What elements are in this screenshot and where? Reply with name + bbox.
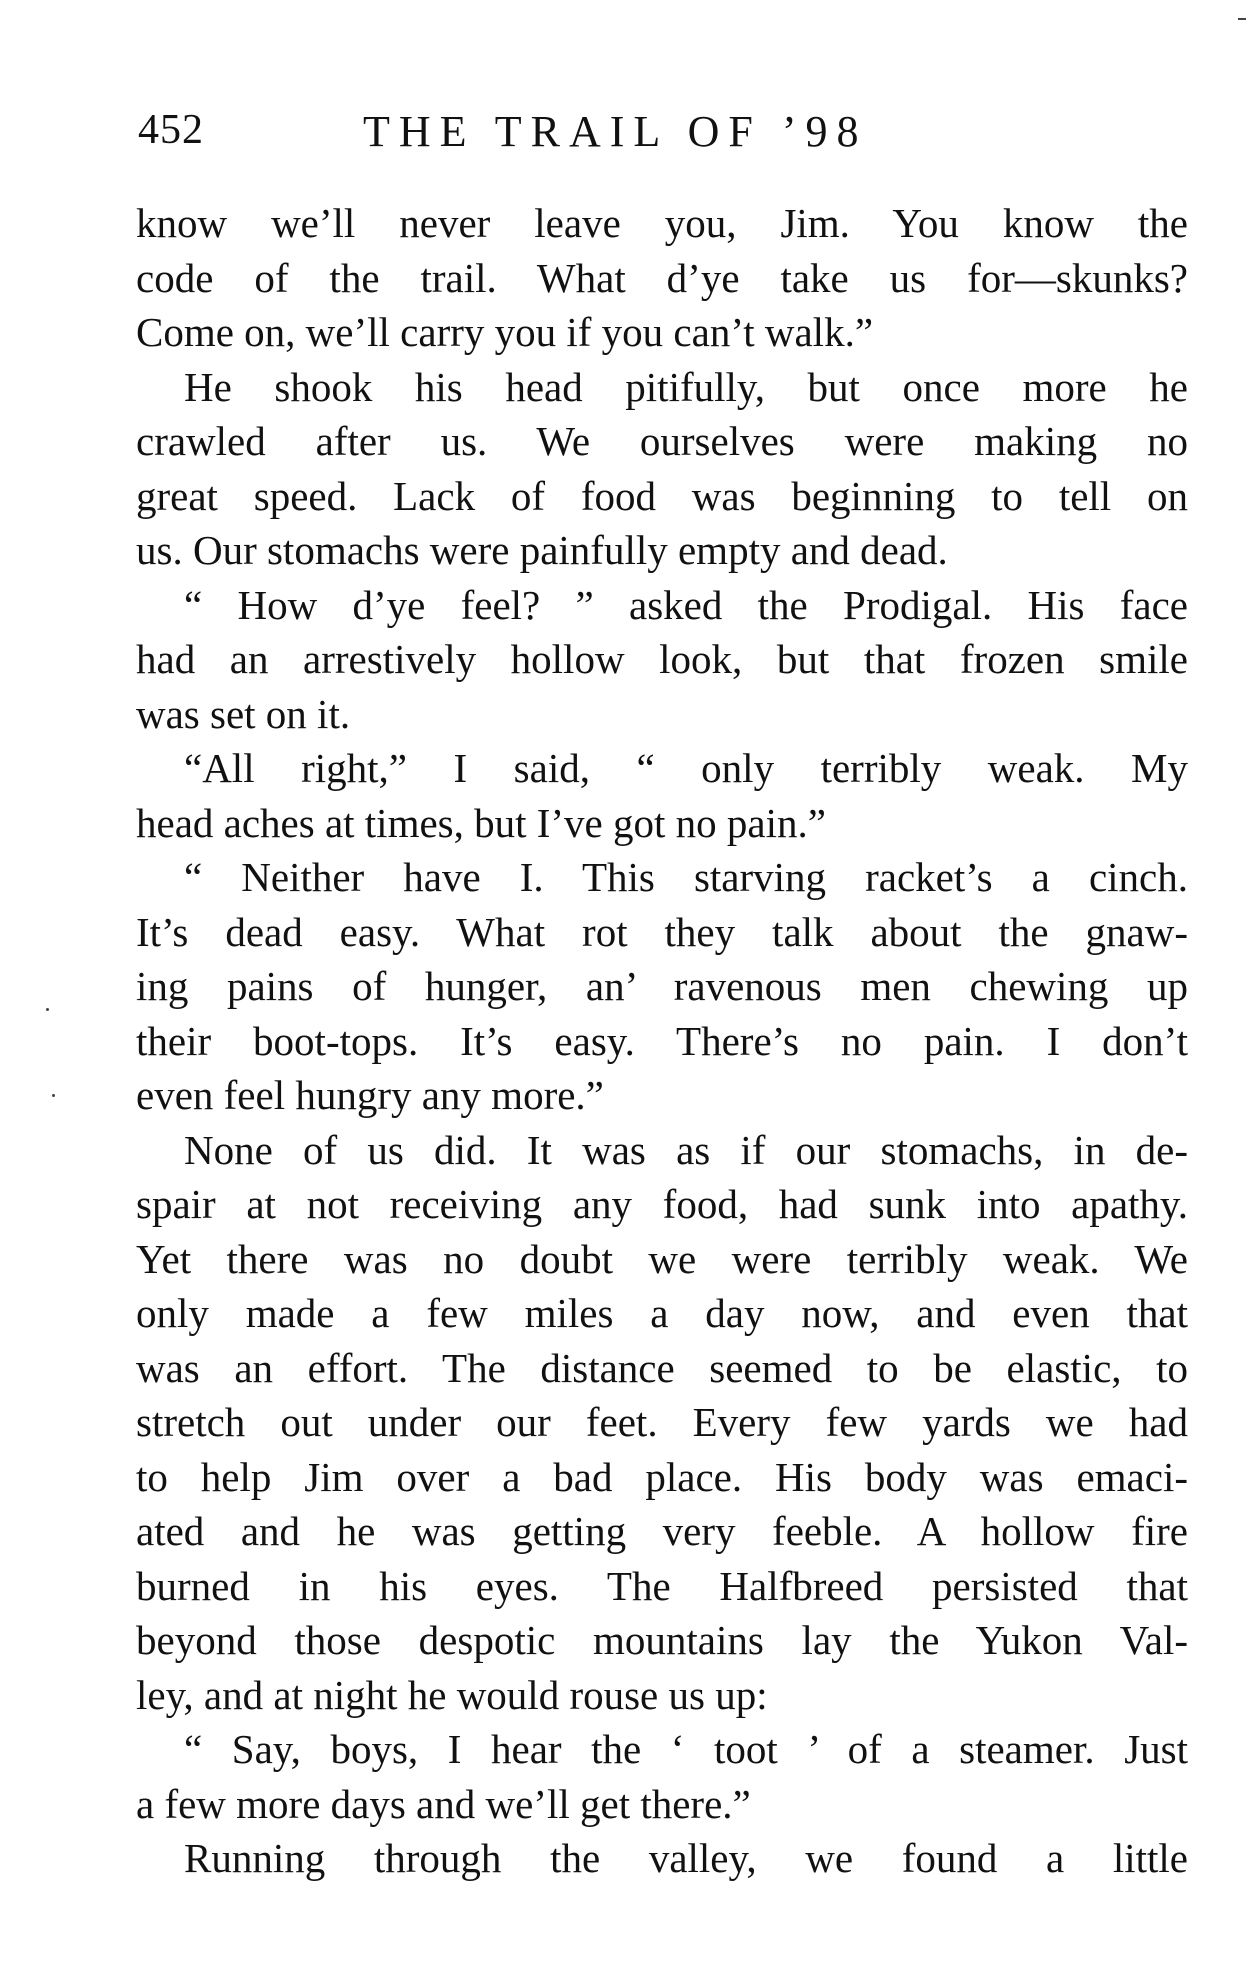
scan-speck bbox=[52, 1094, 55, 1097]
text-line: us. Our stomachs were painfully empty and dead. bbox=[136, 527, 948, 573]
body-text bbox=[136, 196, 1188, 1886]
text-line: “ Neither have I. This starving racket’s a cinch. bbox=[184, 854, 1188, 900]
text-line: stretch out under our feet. Every few yards we had bbox=[136, 1399, 1188, 1445]
text-line: was an effort. The distance seemed to be elastic, to bbox=[136, 1344, 1188, 1391]
page-number: 452 bbox=[138, 107, 204, 153]
text-line: a few more days and we’ll get there.” bbox=[136, 1780, 751, 1827]
text-line: beyond those despotic mountains lay the Yukon Val- bbox=[136, 1617, 1188, 1663]
page-header bbox=[138, 106, 1188, 166]
text-line: He shook his head pitifully, but once more he bbox=[184, 363, 1188, 410]
text-line: head aches at times, but I’ve got no pain.” bbox=[136, 799, 826, 846]
text-line: to help Jim over a bad place. His body was emaci- bbox=[136, 1453, 1188, 1500]
text-line: ing pains of hunger, an’ ravenous men chewing up bbox=[136, 963, 1188, 1009]
text-line: crawled after us. We ourselves were making no bbox=[136, 418, 1188, 464]
text-line: Yet there was no doubt we were terribly weak. We bbox=[136, 1235, 1188, 1282]
running-title: THE TRAIL OF ’98 bbox=[363, 107, 868, 156]
text-line: “ How d’ye feel? ” asked the Prodigal. His face bbox=[184, 581, 1188, 628]
text-line: Running through the valley, we found a little bbox=[184, 1835, 1188, 1881]
scan-speck bbox=[46, 1008, 49, 1011]
text-line: “All right,” I said, “ only terribly weak. My bbox=[184, 745, 1188, 791]
text-line: even feel hungry any more.” bbox=[136, 1072, 604, 1118]
text-line: burned in his eyes. The Halfbreed persisted that bbox=[136, 1562, 1188, 1609]
text-line: know we’ll never leave you, Jim. You know the bbox=[136, 200, 1188, 246]
scan-speck bbox=[1238, 18, 1246, 20]
text-line: was set on it. bbox=[136, 690, 351, 737]
text-line: spair at not receiving any food, had sunk into apathy. bbox=[136, 1181, 1188, 1227]
text-line: had an arrestively hollow look, but that frozen smile bbox=[136, 636, 1188, 682]
text-line: “ Say, boys, I hear the ‘ toot ’ of a steamer. Just bbox=[184, 1726, 1188, 1772]
text-line: great speed. Lack of food was beginning to tell on bbox=[136, 472, 1188, 519]
text-line: only made a few miles a day now, and even that bbox=[136, 1290, 1188, 1336]
text-line: None of us did. It was as if our stomachs, in de- bbox=[184, 1126, 1188, 1173]
text-line: code of the trail. What d’ye take us for—skunks? bbox=[136, 254, 1188, 301]
text-line: ley, and at night he would rouse us up: bbox=[136, 1671, 768, 1718]
text-line: their boot-tops. It’s easy. There’s no pain. I don’t bbox=[136, 1017, 1188, 1064]
text-line: ated and he was getting very feeble. A hollow fire bbox=[136, 1508, 1188, 1554]
text-line: It’s dead easy. What rot they talk about the gnaw- bbox=[136, 908, 1188, 955]
text-line: Come on, we’ll carry you if you can’t walk.” bbox=[136, 309, 874, 355]
